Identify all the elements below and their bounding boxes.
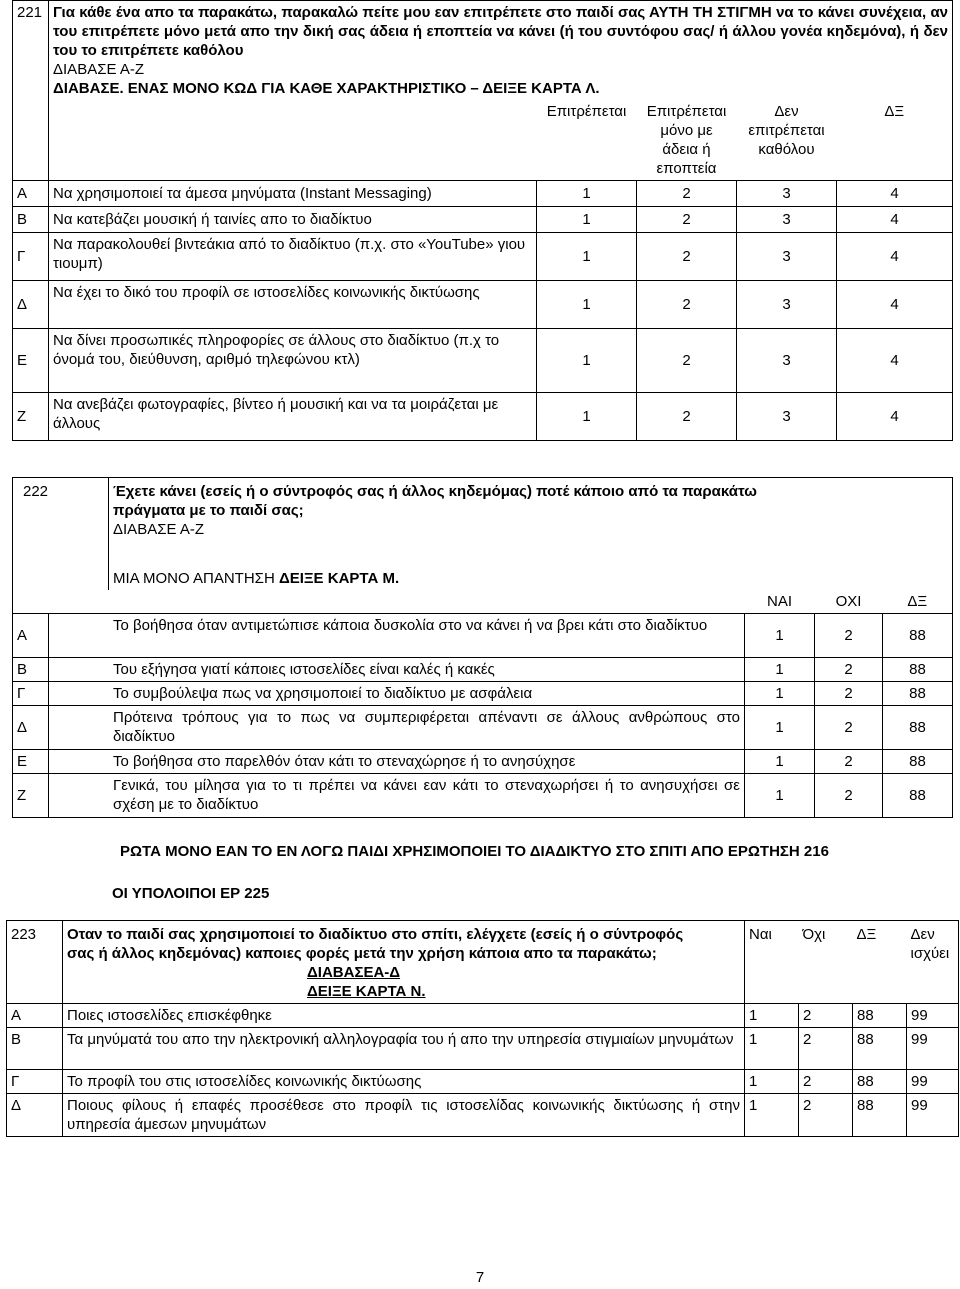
code-cell[interactable]: 2 xyxy=(637,207,737,233)
row-letter: Α xyxy=(13,181,49,207)
code-cell[interactable]: 2 xyxy=(637,329,737,393)
row-text: Να χρησιμοποιεί τα άμεσα μηνύματα (Instant Messaging) xyxy=(49,181,537,207)
code-cell[interactable]: 1 xyxy=(537,207,637,233)
show-card-instruction: ΔΕΙΞΕ ΚΑΡΤΑ Ν. xyxy=(307,983,426,1000)
header-not-allowed: Δεν επιτρέπεται καθόλου xyxy=(748,103,825,158)
row-text: Τα μηνύματά του απο την ηλεκτρονική αλληλογραφία του ή απο την υπηρεσία στιγμιαίων μηνυμάτων xyxy=(63,1028,745,1070)
code-cell[interactable]: 4 xyxy=(837,207,953,233)
row-letter: Δ xyxy=(7,1094,63,1137)
code-cell[interactable]: 99 xyxy=(907,1070,959,1094)
row-text: Ποιες ιστοσελίδες επισκέφθηκε xyxy=(63,1004,745,1028)
row-text: Να κατεβάζει μουσική ή ταινίες απο το διαδίκτυο xyxy=(49,207,537,233)
code-cell[interactable]: 1 xyxy=(745,706,815,750)
row-letter: Ζ xyxy=(13,774,49,818)
routing-instruction: ΡΩΤΑ ΜΟΝΟ ΕΑΝ ΤΟ ΕΝ ΛΟΓΩ ΠΑΙΔΙ ΧΡΗΣΙΜΟΠΟΙΕΙ ΤΟ ΔΙΑΔΙΚΤΥΟ ΣΤΟ ΣΠΙΤΙ ΑΠΟ ΕΡΩΤΗΣΗ 216 xyxy=(120,843,829,860)
code-cell[interactable]: 3 xyxy=(737,329,837,393)
question-text: Οταν το παιδί σας χρησιμοποιεί το διαδίκτυο στο σπίτι, ελέγχετε (εσείς ή ο σύντροφός σας ή άλλος κηδεμόνας) καποιες φορές μετά την χρήση κάποια απο τα παρακάτω; xyxy=(67,926,684,962)
header-no: Όχι xyxy=(799,921,853,1004)
row-text: Να δίνει προσωπικές πληροφορίες σε άλλους στο διαδίκτυο (π.χ το όνομά του, διεύθυνση, αριθμό τηλεφώνου κτλ) xyxy=(49,329,537,393)
code-cell[interactable]: 2 xyxy=(637,233,737,281)
code-cell[interactable]: 88 xyxy=(883,614,953,658)
code-cell[interactable]: 1 xyxy=(745,682,815,706)
row-letter: Δ xyxy=(13,706,49,750)
code-cell[interactable]: 1 xyxy=(537,181,637,207)
row-letter: Α xyxy=(13,614,49,658)
code-cell[interactable]: 2 xyxy=(799,1070,853,1094)
code-cell[interactable]: 2 xyxy=(637,393,737,441)
row-letter: Δ xyxy=(13,281,49,329)
row-letter: Ε xyxy=(13,750,49,774)
code-cell[interactable]: 4 xyxy=(837,393,953,441)
code-cell[interactable]: 1 xyxy=(537,233,637,281)
code-cell[interactable]: 3 xyxy=(737,181,837,207)
header-allowed: Επιτρέπεται xyxy=(546,103,627,120)
row-text: Του εξήγησα γιατί κάποιες ιστοσελίδες είναι καλές ή κακές xyxy=(49,658,745,682)
code-cell[interactable]: 2 xyxy=(815,774,883,818)
code-cell[interactable]: 3 xyxy=(737,233,837,281)
row-text: Γενικά, του μίλησα για το τι πρέπει να κάνει εαν κάτι το στεναχωρήσει ή το ανησυχήσει σε σχέση με το διαδίκτυο xyxy=(49,774,745,818)
code-cell[interactable]: 1 xyxy=(537,393,637,441)
row-letter: Γ xyxy=(7,1070,63,1094)
code-cell[interactable]: 2 xyxy=(637,281,737,329)
question-text: Για κάθε ένα απο τα παρακάτω, παρακαλώ πείτε μου εαν επιτρέπετε στο παιδί σας ΑΥΤΗ ΤΗ ΣΤΙΓΜΗ να το κάνει συνέχεια, αν του επιτρέπετε μόνο μετά απο την δική σας άδεια ή εποπτεία να κάνει (ή του συντόφου σας/ ή άλλου γονέα κηδεμόνα), ή δεν του το επιτρέπετε καθόλου xyxy=(53,4,949,59)
row-letter: Β xyxy=(13,207,49,233)
code-cell[interactable]: 88 xyxy=(883,658,953,682)
code-cell[interactable]: 3 xyxy=(737,393,837,441)
header-yes: ΝΑΙ xyxy=(766,593,792,610)
code-cell[interactable]: 99 xyxy=(907,1028,959,1070)
code-cell[interactable]: 1 xyxy=(745,1004,799,1028)
row-text: Πρότεινα τρόπους για το πως να συμπεριφέρεται απέναντι σε άλλους ανθρώπους στο διαδίκτυο xyxy=(49,706,745,750)
code-cell[interactable]: 1 xyxy=(745,1070,799,1094)
code-cell[interactable]: 4 xyxy=(837,233,953,281)
code-cell[interactable]: 1 xyxy=(537,281,637,329)
code-cell[interactable]: 3 xyxy=(737,207,837,233)
code-cell[interactable]: 2 xyxy=(815,750,883,774)
code-cell[interactable]: 2 xyxy=(799,1094,853,1137)
code-cell[interactable]: 1 xyxy=(745,614,815,658)
question-text: Έχετε κάνει (εσείς ή ο σύντροφός σας ή άλλος κηδεμόμας) ποτέ κάποιο από τα παρακάτω πράγματα με το παιδί σας; xyxy=(113,483,757,519)
code-cell[interactable]: 4 xyxy=(837,281,953,329)
code-cell[interactable]: 1 xyxy=(745,658,815,682)
show-card-instruction: ΔΙΑΒΑΣΕ. ΕΝΑΣ ΜΟΝΟ ΚΩΔ ΓΙΑ ΚΑΘΕ ΧΑΡΑΚΤΗΡΙΣΤΙΚΟ – ΔΕΙΞΕ ΚΑΡΤΑ Λ. xyxy=(53,80,600,97)
code-cell[interactable]: 4 xyxy=(837,181,953,207)
row-letter: Β xyxy=(13,658,49,682)
header-dont-know: ΔΞ xyxy=(837,100,953,181)
question-221-table xyxy=(12,0,953,441)
code-cell[interactable]: 4 xyxy=(837,329,953,393)
row-letter: Ζ xyxy=(13,393,49,441)
code-cell[interactable]: 3 xyxy=(737,281,837,329)
code-cell[interactable]: 1 xyxy=(537,329,637,393)
row-letter: Γ xyxy=(13,233,49,281)
code-cell[interactable]: 1 xyxy=(745,750,815,774)
question-222-table xyxy=(12,477,953,818)
code-cell[interactable]: 88 xyxy=(883,706,953,750)
header-not-applicable: Δεν ισχύει xyxy=(907,921,959,1004)
question-223-table xyxy=(6,920,959,1137)
question-number: 222 xyxy=(13,478,109,591)
code-cell[interactable]: 88 xyxy=(853,1028,907,1070)
row-text: Το προφίλ του στις ιστοσελίδες κοινωνικής δικτύωσης xyxy=(63,1070,745,1094)
row-letter: Γ xyxy=(13,682,49,706)
code-cell[interactable]: 88 xyxy=(883,682,953,706)
read-instruction: ΔΙΑΒΑΣΕΑ-Δ xyxy=(307,964,401,981)
question-number: 223 xyxy=(7,921,63,1004)
code-cell[interactable]: 2 xyxy=(815,706,883,750)
header-allowed-with-permission: Επιτρέπεται μόνο με άδεια ή εποπτεία xyxy=(646,103,727,177)
row-text: Ποιους φίλους ή επαφές προσέθεσε στο προφίλ τις ιστοσελίδας κοινωνικής δικτύωσης ή στην υπηρεσία άμεσων μηνυμάτων xyxy=(63,1094,745,1137)
question-number: 221 xyxy=(13,1,49,101)
show-card-instruction: ΜΙΑ ΜΟΝΟ ΑΠΑΝΤΗΣΗ ΔΕΙΞΕ ΚΑΡΤΑ Μ. xyxy=(113,570,400,587)
code-cell[interactable]: 2 xyxy=(815,614,883,658)
code-cell[interactable]: 99 xyxy=(907,1094,959,1137)
code-cell[interactable]: 1 xyxy=(745,774,815,818)
code-cell[interactable]: 2 xyxy=(799,1028,853,1070)
code-cell[interactable]: 2 xyxy=(799,1004,853,1028)
read-instruction: ΔΙΑΒΑΣΕ Α-Ζ xyxy=(113,521,204,538)
header-dont-know: ΔΞ xyxy=(883,590,953,614)
row-text: Να έχει το δικό του προφίλ σε ιστοσελίδες κοινωνικής δικτύωσης xyxy=(49,281,537,329)
code-cell[interactable]: 1 xyxy=(745,1028,799,1070)
code-cell[interactable]: 2 xyxy=(815,658,883,682)
code-cell[interactable]: 1 xyxy=(745,1094,799,1137)
code-cell[interactable]: 88 xyxy=(853,1094,907,1137)
read-instruction: ΔΙΑΒΑΣΕ Α-Ζ xyxy=(53,61,144,78)
code-cell[interactable]: 88 xyxy=(883,750,953,774)
routing-skip-instruction: ΟΙ ΥΠΟΛΟΙΠΟΙ ΕΡ 225 xyxy=(112,885,270,902)
row-text: Να παρακολουθεί βιντεάκια από το διαδίκτυο (π.χ. στο «YouTube» γιου τιουμπ) xyxy=(49,233,537,281)
header-dont-know: ΔΞ xyxy=(853,921,907,1004)
row-text: Να ανεβάζει φωτογραφίες, βίντεο ή μουσική και να τα μοιράζεται με άλλους xyxy=(49,393,537,441)
row-text: Το βοήθησα όταν αντιμετώπισε κάποια δυσκολία στο να κάνει ή να βρει κάτι στο διαδίκτυο xyxy=(49,614,745,658)
row-letter: Β xyxy=(7,1028,63,1070)
code-cell[interactable]: 88 xyxy=(853,1004,907,1028)
code-cell[interactable]: 2 xyxy=(637,181,737,207)
row-letter: Ε xyxy=(13,329,49,393)
row-letter: Α xyxy=(7,1004,63,1028)
header-yes: Ναι xyxy=(745,921,799,1004)
row-text: Το βοήθησα στο παρελθόν όταν κάτι το στεναχώρησε ή το ανησύχησε xyxy=(49,750,745,774)
code-cell[interactable]: 2 xyxy=(815,682,883,706)
code-cell[interactable]: 88 xyxy=(853,1070,907,1094)
code-cell[interactable]: 99 xyxy=(907,1004,959,1028)
row-text: Το συμβούλεψα πως να χρησιμοποιεί το διαδίκτυο με ασφάλεια xyxy=(49,682,745,706)
code-cell[interactable]: 88 xyxy=(883,774,953,818)
header-no: ΟΧΙ xyxy=(835,593,862,610)
page-number: 7 xyxy=(475,1269,485,1286)
